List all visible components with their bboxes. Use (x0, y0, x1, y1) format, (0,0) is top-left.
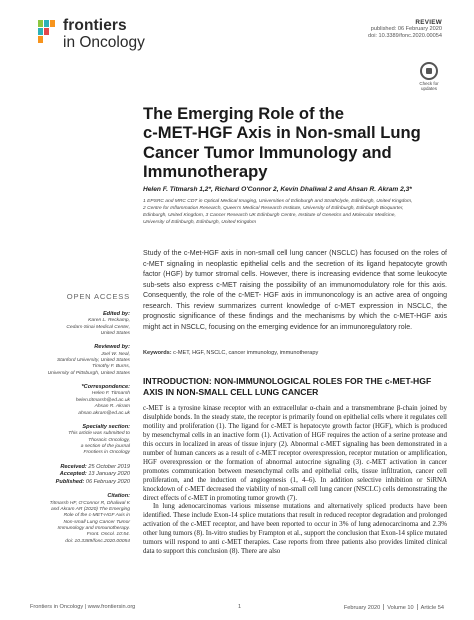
affiliations: 1 EPSRC and MRC CDT in Optical Medical Imaging, Universities of Edinburgh and Strathclyde, Edinburgh, United Kingdom, 2 Centre for Inflammation Research, Queen's Medical Research Institute, University of Edinburgh, Edinburgh Bioquarter, Edinburgh, United Kingdom, 3 Cancer Research UK Edinburgh Centre, Institute of Genetics and Molecular Medicine, University of Edinburgh, Edinburgh, United Kingdom (143, 199, 413, 225)
open-access-label: OPEN ACCESS (66, 292, 130, 301)
abstract: Study of the c-Met-HGF axis in non-small cell lung cancer (NSCLC) has focused on the roles of c-MET signaling in neoplastic epithelial cells and the secretion of its ligand hepatocyte growth factor (HGF) by tumor stromal cells. However, there is increasing evidence that some leukocyte sub-sets also express c-MET raising the possibility of an immunomodulatory role for this axis. Consequently, the role of the c-MET- HGF axis in immunoncology is an active area of ongoing research. This review summarizes current knowledge of c-MET expression in NSCLC, the prognostic significance of these findings and the mechanisms by which the c-MET-HGF axis might act in NSCLC, focusing on the emerging evidence for an immunoregulatory role. (143, 250, 447, 331)
doi-link[interactable]: doi: 10.3389/fonc.2020.00054 (367, 33, 442, 40)
citation-doi[interactable]: doi: 10.3389/fonc.2020.00054 (65, 538, 130, 544)
edited-by-block: Edited by: Karen L. Reckamp, Cedars-Sinai Medical Center, United States (66, 311, 130, 337)
reviewed-by-block: Reviewed by: Joel W. Neal, Stanford University, United States Timothy F. Burns, University of Pittsburgh, United States (47, 344, 130, 376)
footer-page-number: 1 (238, 604, 242, 610)
article-meta (368, 19, 442, 41)
journal-logo (36, 18, 145, 50)
footer-issue: February 2020 Volume 10 Article 54 (343, 605, 444, 611)
footer-journal: Frontiers in Oncology | www.frontiersin.org (30, 604, 136, 610)
journal-name: in Oncology (63, 33, 145, 51)
check-updates-label: Check for updates (419, 81, 439, 91)
check-for-updates-badge[interactable] (416, 62, 442, 92)
keywords: Keywords: c-MET, HGF, NSCLC, cancer immunology, immunotherapy (143, 350, 319, 356)
paragraph: In lung adenocarcinomas various missense mutations and alternatively spliced products have been identified. These include Exon-14 splice mutations that result in reduced receptor degradation and prolonged activation of the c-MET receptor, and have been reported to occur in 3% of lung adenocarcinoma and 2.3% other lung tumors (8). In-vitro studies by Frampton et al., support the conclusion that Exon-14 splice mutated tumors will respond to anti c-MET therapies. Case reports from three patients also provides limited clinical data to support this conclusion (8). There are also (143, 502, 447, 556)
author-list: Helen F. Titmarsh 1,2*, Richard O'Connor 2, Kevin Dhaliwal 2 and Ahsan R. Akram 2,3* (143, 186, 412, 193)
article-type: REVIEW (415, 19, 442, 26)
dates-block: Received: 25 October 2019 Accepted: 13 January 2020 Published: 06 February 2020 (55, 463, 130, 485)
email-link[interactable]: ahsan.akram@ed.ac.uk (78, 410, 130, 416)
section-heading: INTRODUCTION: NON-IMMUNOLOGICAL ROLES FOR THE c-MET-HGF AXIS IN NON-SMALL CELL LUNG CANCER (143, 376, 432, 397)
body-text (143, 404, 447, 556)
page-footer (30, 604, 444, 611)
published-date: published: 06 February 2020 (370, 26, 442, 32)
paragraph: c-MET is a tyrosine kinase receptor with an extracellular α-chain and a transmembrane β-chain joined by disulphide bonds. In the steady state, the receptor is primarily found on epithelial cells where it regulates cell motility and proliferation (1). The ligand for c-MET is hepatocyte growth factor (HGF), which is produced by mesenchymal cells in an inactive form (1). Activation of HGF requires the action of a serine protease and this occurs in localized in areas of tissue injury (2). Abnormal c-MET signaling has been demonstrated in a number of human cancers as a result of c-MET receptor overexpression, receptor mutation or amplification, HGF overexpression or the formation of abnormal autocrine signaling (3). c-MET activation in cancer promotes communication between mesenchymal cells and epithelial cells, tissue infiltration, cancer cell proliferation, and the induction of angiogenesis (1, 4–6). In addition selective inhibition or SiRNA knockdown of c-MET decreased the viability of non-small cell lung cancer (NSCLC) cells demonstrating the direct effects of c-MET in promoting tumor growth (7). (143, 404, 447, 502)
specialty-block: Specialty section: This article was submitted to Thoracic Oncology, a section of the journal Frontiers in Oncology (68, 423, 130, 456)
correspondence-block: *Correspondence: Helen F. Titmarsh helen.titmarsh@ed.ac.uk Ahsan R. Akram ahsan.akram@ed.ac.uk (30, 384, 130, 417)
check-updates-icon (420, 62, 438, 80)
article-sidebar (30, 292, 130, 552)
citation-block: Citation: Titmarsh HF, O'Connor R, Dhaliwal K and Akram AR (2020) The Emerging Role of the c-MET-HGF Axis in Non-small Lung Cancer Tumor Immunology and Immunotherapy. Front. Oncol. 10:54. doi: 10.3389/fonc.2020.00054 (30, 493, 130, 545)
logo-wordmark: frontiers (63, 17, 127, 34)
frontiers-logo-icon (36, 19, 58, 47)
email-link[interactable]: helen.titmarsh@ed.ac.uk (75, 397, 130, 403)
article-title: The Emerging Role of the c-MET-HGF Axis in Non-small Lung Cancer Tumor Immunology and Immunotherapy (143, 104, 421, 182)
